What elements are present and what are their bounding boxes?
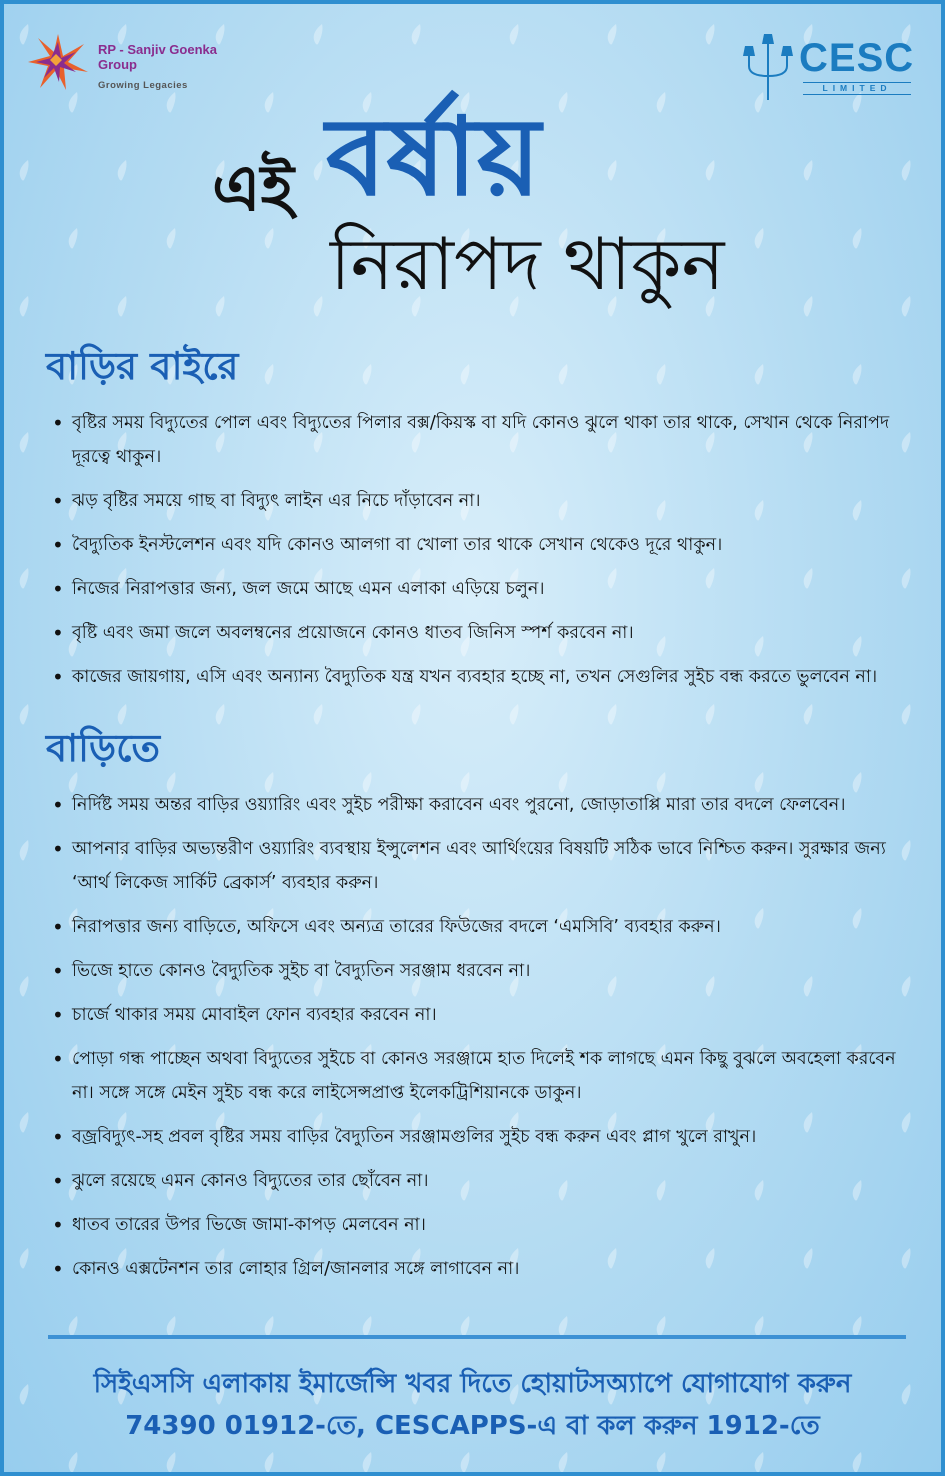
raindrop-icon	[20, 296, 29, 317]
list-item: • কাজের জায়গায়, এসি এবং অন্যান্য বৈদ্যুতিক যন্ত্র যখন ব্যবহার হচ্ছে না, তখন সেগুলির সুইচ বন্ধ করতে ভুলবেন না।	[48, 660, 906, 694]
title-borshay: বর্ষায়	[326, 95, 541, 220]
raindrop-icon	[559, 1452, 568, 1472]
footer-emergency-text: সিইএসসি এলাকায় ইমার্জেন্সি খবর দিতে হোয়াটসঅ্যাপে যোগাযোগ করুন	[93, 1369, 852, 1399]
raindrop-icon	[265, 1452, 274, 1472]
raindrop-icon	[363, 1316, 372, 1337]
cesc-logo	[741, 32, 917, 104]
list-item: • ধাতব তারের উপর ভিজে জামা-কাপড় মেলবেন না।	[48, 1208, 906, 1242]
outdoor-heading: বাড়ির বাইরে	[46, 344, 239, 388]
raindrop-icon	[755, 364, 764, 385]
rp-sanjiv-goenka-logo	[26, 32, 246, 98]
raindrop-icon	[706, 704, 715, 725]
raindrop-icon	[20, 704, 29, 725]
raindrop-icon	[559, 1316, 568, 1337]
raindrop-icon	[69, 228, 78, 249]
raindrop-icon	[69, 1316, 78, 1337]
indoor-heading: বাড়িতে	[46, 726, 160, 770]
list-item: • নিরাপত্তার জন্য বাড়িতে, অফিসে এবং অন্যত্র তারের ফিউজের বদলে ‘এমসিবি’ ব্যবহার করুন।	[48, 910, 906, 944]
list-item: • বৃষ্টির সময় বিদ্যুতের পোল এবং বিদ্যুতের পিলার বক্স/কিয়স্ক বা যদি কোনও ঝুলে থাকা তার থাকে, সেখান থেকে নিরাপদ দূরত্বে থাকুন।	[48, 406, 906, 474]
raindrop-icon	[510, 704, 519, 725]
outdoor-list	[48, 406, 906, 704]
raindrop-icon	[363, 364, 372, 385]
raindrop-icon	[853, 1452, 862, 1472]
raindrop-icon	[20, 1248, 29, 1269]
raindrop-icon	[608, 704, 617, 725]
raindrop-icon	[265, 364, 274, 385]
list-item: • ভিজে হাতে কোনও বৈদ্যুতিক সুইচ বা বৈদ্যুতিন সরঞ্জাম ধরবেন না।	[48, 954, 906, 988]
raindrop-icon	[118, 160, 127, 181]
raindrop-icon	[363, 1452, 372, 1472]
list-item: • পোড়া গন্ধ পাচ্ছেন অথবা বিদ্যুতের সুইচে বা কোনও সরঞ্জামে হাত দিলেই শক লাগছে এমন কিছু বুঝলে অবহেলা করবেন না। সঙ্গে সঙ্গে মেইন সুইচ বন্ধ করে লাইসেন্সপ্রাপ্ত ইলেকট্রিশিয়ানকে ডাকুন।	[48, 1042, 906, 1110]
raindrop-icon	[265, 92, 274, 113]
rp-star-icon	[26, 32, 90, 92]
raindrop-icon	[706, 24, 715, 45]
indoor-list	[48, 788, 906, 1296]
raindrop-icon	[118, 704, 127, 725]
raindrop-icon	[314, 296, 323, 317]
raindrop-icon	[657, 364, 666, 385]
raindrop-icon	[706, 160, 715, 181]
title-ei: এই	[212, 152, 294, 226]
list-item: • ঝুলে রয়েছে এমন কোনও বিদ্যুতের তার ছোঁবেন না।	[48, 1164, 906, 1198]
raindrop-icon	[20, 840, 29, 861]
raindrop-icon	[167, 1316, 176, 1337]
raindrop-icon	[69, 1452, 78, 1472]
list-item: • বজ্রবিদ্যুৎ-সহ প্রবল বৃষ্টির সময় বাড়ির বৈদ্যুতিন সরঞ্জামগুলির সুইচ বন্ধ করুন এবং প্লাগ খুলে রাখুন।	[48, 1120, 906, 1154]
raindrop-icon	[265, 1316, 274, 1337]
raindrop-icon	[902, 296, 911, 317]
raindrop-icon	[559, 364, 568, 385]
list-item: • বৈদ্যুতিক ইনস্টলেশন এবং যদি কোনও আলগা বা খোলা তার থাকে সেখান থেকেও দূরে থাকুন।	[48, 528, 906, 562]
raindrop-icon	[755, 228, 764, 249]
rp-name-line1: RP - Sanjiv Goenka	[98, 42, 217, 57]
list-item: • নির্দিষ্ট সময় অন্তর বাড়ির ওয়্যারিং এবং সুইচ পরীক্ষা করাবেন এবং পুরনো, জোড়াতাপ্পি মারা তার বদলে ফেলবেন।	[48, 788, 906, 822]
raindrop-icon	[314, 160, 323, 181]
footer-contact-numbers: 74390 01912-তে, CESCAPPS-এ বা কল করুন 1912-তে	[125, 1411, 820, 1441]
raindrop-icon	[20, 568, 29, 589]
list-item: • চার্জে থাকার সময় মোবাইল ফোন ব্যবহার করবেন না।	[48, 998, 906, 1032]
raindrop-icon	[20, 432, 29, 453]
raindrop-icon	[412, 704, 421, 725]
rp-name-line2: Group	[98, 57, 137, 72]
raindrop-icon	[657, 1452, 666, 1472]
raindrop-icon	[608, 160, 617, 181]
list-item: • আপনার বাড়ির অভ্যন্তরীণ ওয়্যারিং ব্যবস্থায় ইন্সুলেশন এবং আর্থিংয়ের বিষয়টি সঠিক ভাবে নিশ্চিত করুন। সুরক্ষার জন্য ‘আর্থ লিকেজ সার্কিট ব্রেকার্স’ ব্যবহার করুন।	[48, 832, 906, 900]
raindrop-icon	[902, 160, 911, 181]
raindrop-icon	[510, 24, 519, 45]
raindrop-icon	[804, 704, 813, 725]
list-item: • ঝড় বৃষ্টির সময়ে গাছ বা বিদ্যুৎ লাইন এর নিচে দাঁড়াবেন না।	[48, 484, 906, 518]
raindrop-icon	[265, 228, 274, 249]
raindrop-icon	[20, 160, 29, 181]
raindrop-icon	[314, 24, 323, 45]
raindrop-icon	[461, 364, 470, 385]
raindrop-icon	[657, 1316, 666, 1337]
raindrop-icon	[755, 1452, 764, 1472]
raindrop-icon	[118, 296, 127, 317]
raindrop-icon	[755, 1316, 764, 1337]
raindrop-icon	[853, 1316, 862, 1337]
raindrop-icon	[216, 296, 225, 317]
footer-divider	[48, 1335, 906, 1339]
raindrop-icon	[657, 92, 666, 113]
raindrop-icon	[853, 364, 862, 385]
raindrop-icon	[461, 1316, 470, 1337]
raindrop-icon	[804, 160, 813, 181]
raindrop-icon	[20, 976, 29, 997]
raindrop-icon	[314, 704, 323, 725]
raindrop-icon	[608, 24, 617, 45]
title-nirapod-thakun: নিরাপদ থাকুন	[330, 222, 725, 306]
cesc-limited: LIMITED	[803, 82, 911, 95]
list-item: • বৃষ্টি এবং জমা জলে অবলম্বনের প্রয়োজনে কোনও ধাতব জিনিস স্পর্শ করবেন না।	[48, 616, 906, 650]
raindrop-icon	[167, 228, 176, 249]
lamp-post-icon	[741, 32, 795, 102]
list-item: • কোনও এক্সটেনশন তার লোহার গ্রিল/জানলার সঙ্গে লাগাবেন না।	[48, 1252, 906, 1286]
cesc-wordmark: CESC	[799, 36, 915, 80]
raindrop-icon	[461, 1452, 470, 1472]
raindrop-icon	[902, 704, 911, 725]
list-item: • নিজের নিরাপত্তার জন্য, জল জমে আছে এমন এলাকা এড়িয়ে চলুন।	[48, 572, 906, 606]
rp-tagline: Growing Legacies	[98, 80, 188, 91]
raindrop-icon	[559, 92, 568, 113]
raindrop-icon	[412, 24, 421, 45]
raindrop-icon	[20, 1112, 29, 1133]
raindrop-icon	[167, 1452, 176, 1472]
raindrop-icon	[853, 228, 862, 249]
raindrop-icon	[216, 704, 225, 725]
raindrop-icon	[804, 296, 813, 317]
